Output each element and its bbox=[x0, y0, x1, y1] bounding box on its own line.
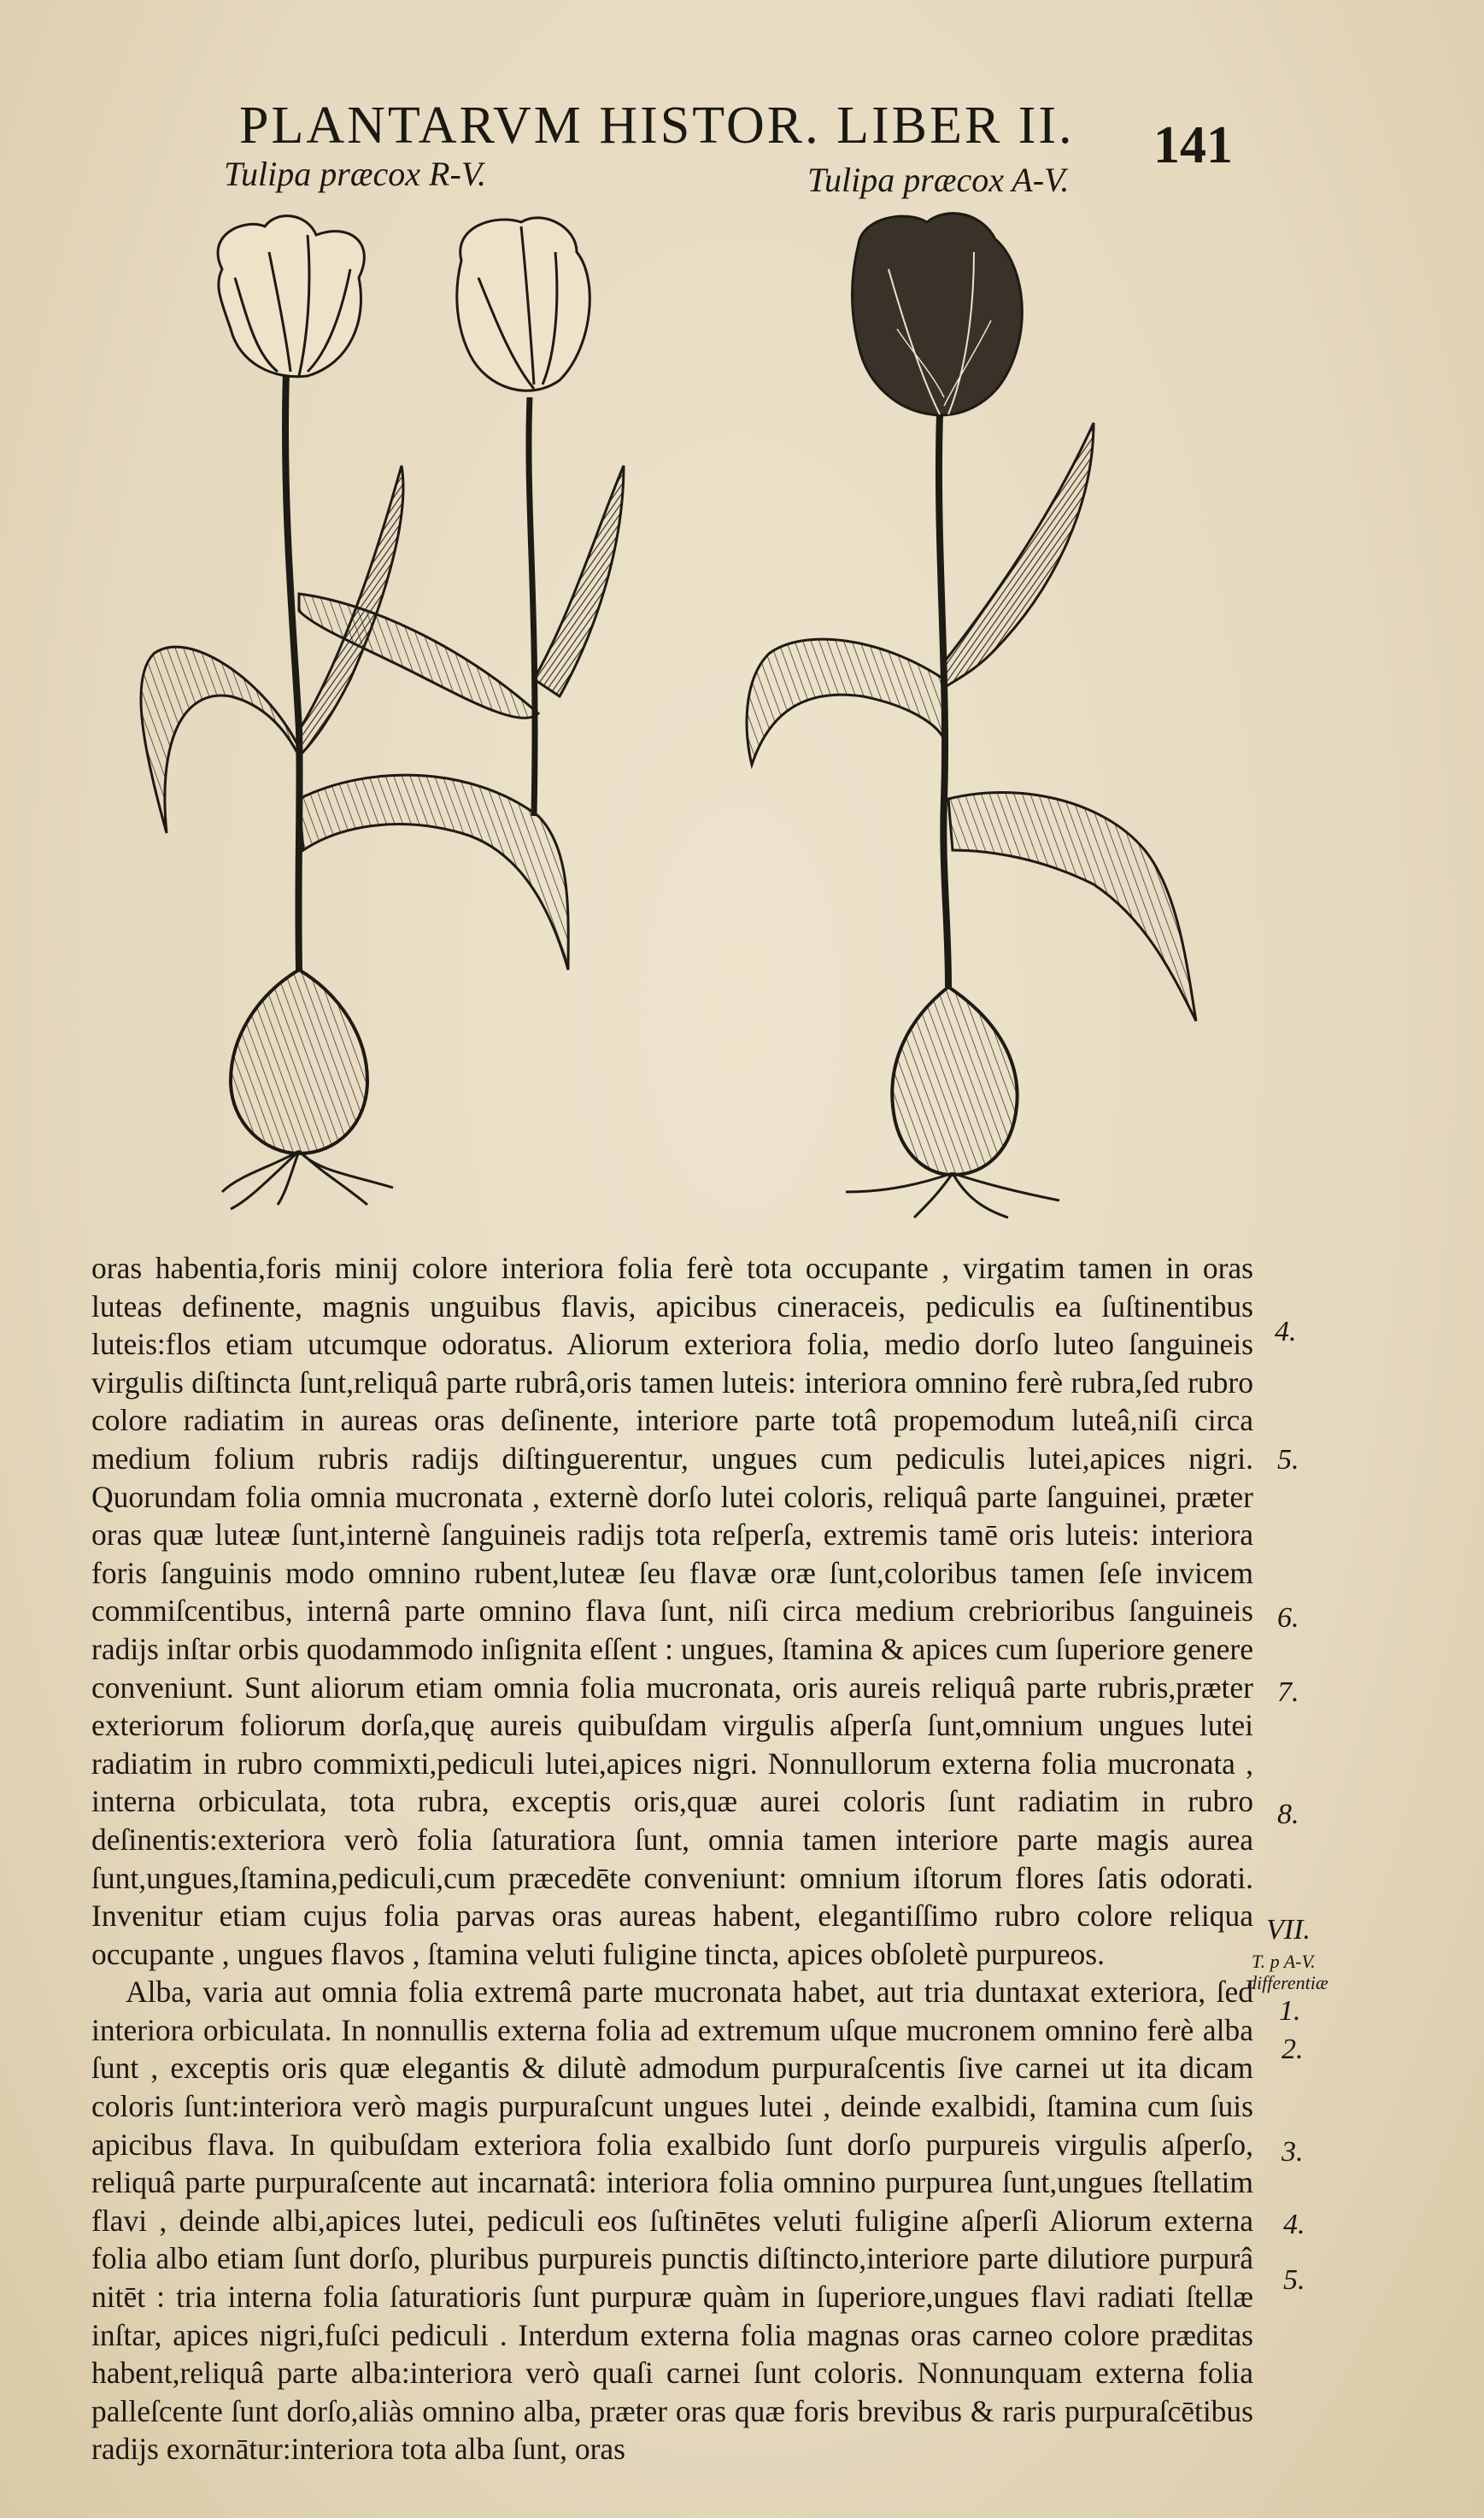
margin-note: 6. bbox=[1277, 1602, 1299, 1634]
margin-note: 8. bbox=[1277, 1799, 1299, 1830]
caption-left: Tulipa præcox R-V. bbox=[224, 155, 487, 193]
margin-note: 7. bbox=[1277, 1676, 1299, 1708]
margin-note: 3. bbox=[1282, 2136, 1304, 2168]
margin-note: 5. bbox=[1283, 2264, 1305, 2296]
margin-note: 1. bbox=[1279, 1995, 1301, 2027]
margin-note: 2. bbox=[1282, 2034, 1304, 2065]
page-number: 141 bbox=[1153, 116, 1233, 174]
running-header: PLANTARVM HISTOR. LIBER II. bbox=[239, 97, 1075, 155]
body-text bbox=[91, 1249, 1253, 2468]
margin-note: differentiæ bbox=[1247, 1972, 1329, 1993]
caption-right: Tulipa præcox A-V. bbox=[807, 161, 1070, 199]
right-tulip-plant bbox=[747, 214, 1196, 1218]
paragraph: Alba, varia aut omnia folia extremâ parte mucronata habet, aut tria duntaxat exteriora, ſed interiora orbiculata. In nonnullis externa folia ad extremum uſque mucronem omnino ferè alba ſunt , exceptis oris quæ elegantis & dilutè admodum purpuraſcentis ſive carnei ut ita dicam coloris ſunt:interiora verò magis purpuraſcunt ungues lutei , deinde exalbidi, ſtamina cum ſuis apicibus flava. In quibuſdam exteriora folia exalbido ſunt dorſo purpureis virgulis aſperſo, reliquâ parte purpuraſcente aut incarnatâ: interiora folia omnino purpurea ſunt,ungues ſtellatim flavi , deinde albi,apices lutei, pediculi eos ſuſtinētes veluti fuligine aſperſi Aliorum externa folia albo etiam ſunt dorſo, pluribus purpureis punctis diſtincto,interiore parte dilutiore purpurâ nitēt : tria interna folia ſaturatioris ſunt purpuræ quàm in ſuperiore,ungues flavi radiati ſtellæ inſtar, apices nigri,fuſci pediculi . Interdum externa folia magnas oras carneo colore præditas habent,reliquâ parte alba:interiora verò quaſi carnei ſunt coloris. Nonnunquam externa folia palleſcente ſunt dorſo,aliàs omnino alba, præter oras quæ foris brevibus & raris purpuraſcētibus radijs exornātur:interiora tota alba ſunt, oras bbox=[91, 1975, 1253, 2467]
margin-note: 4. bbox=[1283, 2209, 1305, 2240]
margin-note: 5. bbox=[1277, 1444, 1299, 1476]
paragraph: oras habentia,foris minij colore interiora folia ferè tota occupante , virgatim tamen in oras luteas definente, magnis unguibus flavis, apicibus cineraceis, pediculis ea ſuſtinentibus luteis:flos etiam utcumque odoratus. Aliorum exteriora folia, medio dorſo luteo ſanguineis virgulis diſtincta ſunt,reliquâ parte rubrâ,oris tamen luteis: interiora omnino ferè rubra,ſed rubro colore radiatim in aureas oras deſinente, interiore parte totâ propemodum luteâ,niſi circa medium folium rubris radijs diſtinguerentur, ungues cum pediculis lutei,apices nigri. Quorundam folia omnia mucronata , externè dorſo lutei coloris, reliquâ parte ſanguinei, præter oras quæ luteæ ſunt,internè ſanguineis radijs tota reſperſa, extremis tamē oris luteis: interiora foris ſanguinis modo omnino rubent,luteæ ſeu flavæ oræ ſunt,coloribus tamen ſeſe invicem commiſcentibus, internâ parte omnino flava ſunt, niſi circa medium crebrioribus ſanguineis radijs inſtar orbis quodammodo inſignita eſſent : ungues, ſtamina & apices cum ſuperiore genere conveniunt. Sunt aliorum etiam omnia folia mucronata, oris aureis reliquâ parte rubris,præter exteriorum foliorum dorſa,quę aureis quibuſdam virgulis aſperſa ſunt,omnium ungues lutei radiatim in rubro commixti,pediculi lutei,apices nigri. Nonnullorum externa folia mucronata , interna orbiculata, tota rubra, exceptis oris,quæ aurei coloris ſunt radiatim in rubro deſinentis:exteriora verò folia ſaturatiora ſunt, omnia tamen interiore parte magis aurea ſunt,ungues,ſtamina,pediculi,cum præcedēte conveniunt: omnium iſtorum flores ſatis odorati. Invenitur etiam cujus folia parvas oras aureas habent, elegantiſſimo rubro colore reliqua occupante , ungues flavos , ſtamina veluti fuligine tincta, apices obſoletè purpureos. bbox=[91, 1251, 1253, 1971]
tulip-woodcut-illustration bbox=[94, 201, 1230, 1239]
margin-note: VII. bbox=[1266, 1914, 1311, 1946]
margin-note: T. p A-V. bbox=[1252, 1951, 1316, 1972]
left-tulip-plant bbox=[141, 216, 624, 1209]
margin-note: 4. bbox=[1275, 1316, 1297, 1347]
